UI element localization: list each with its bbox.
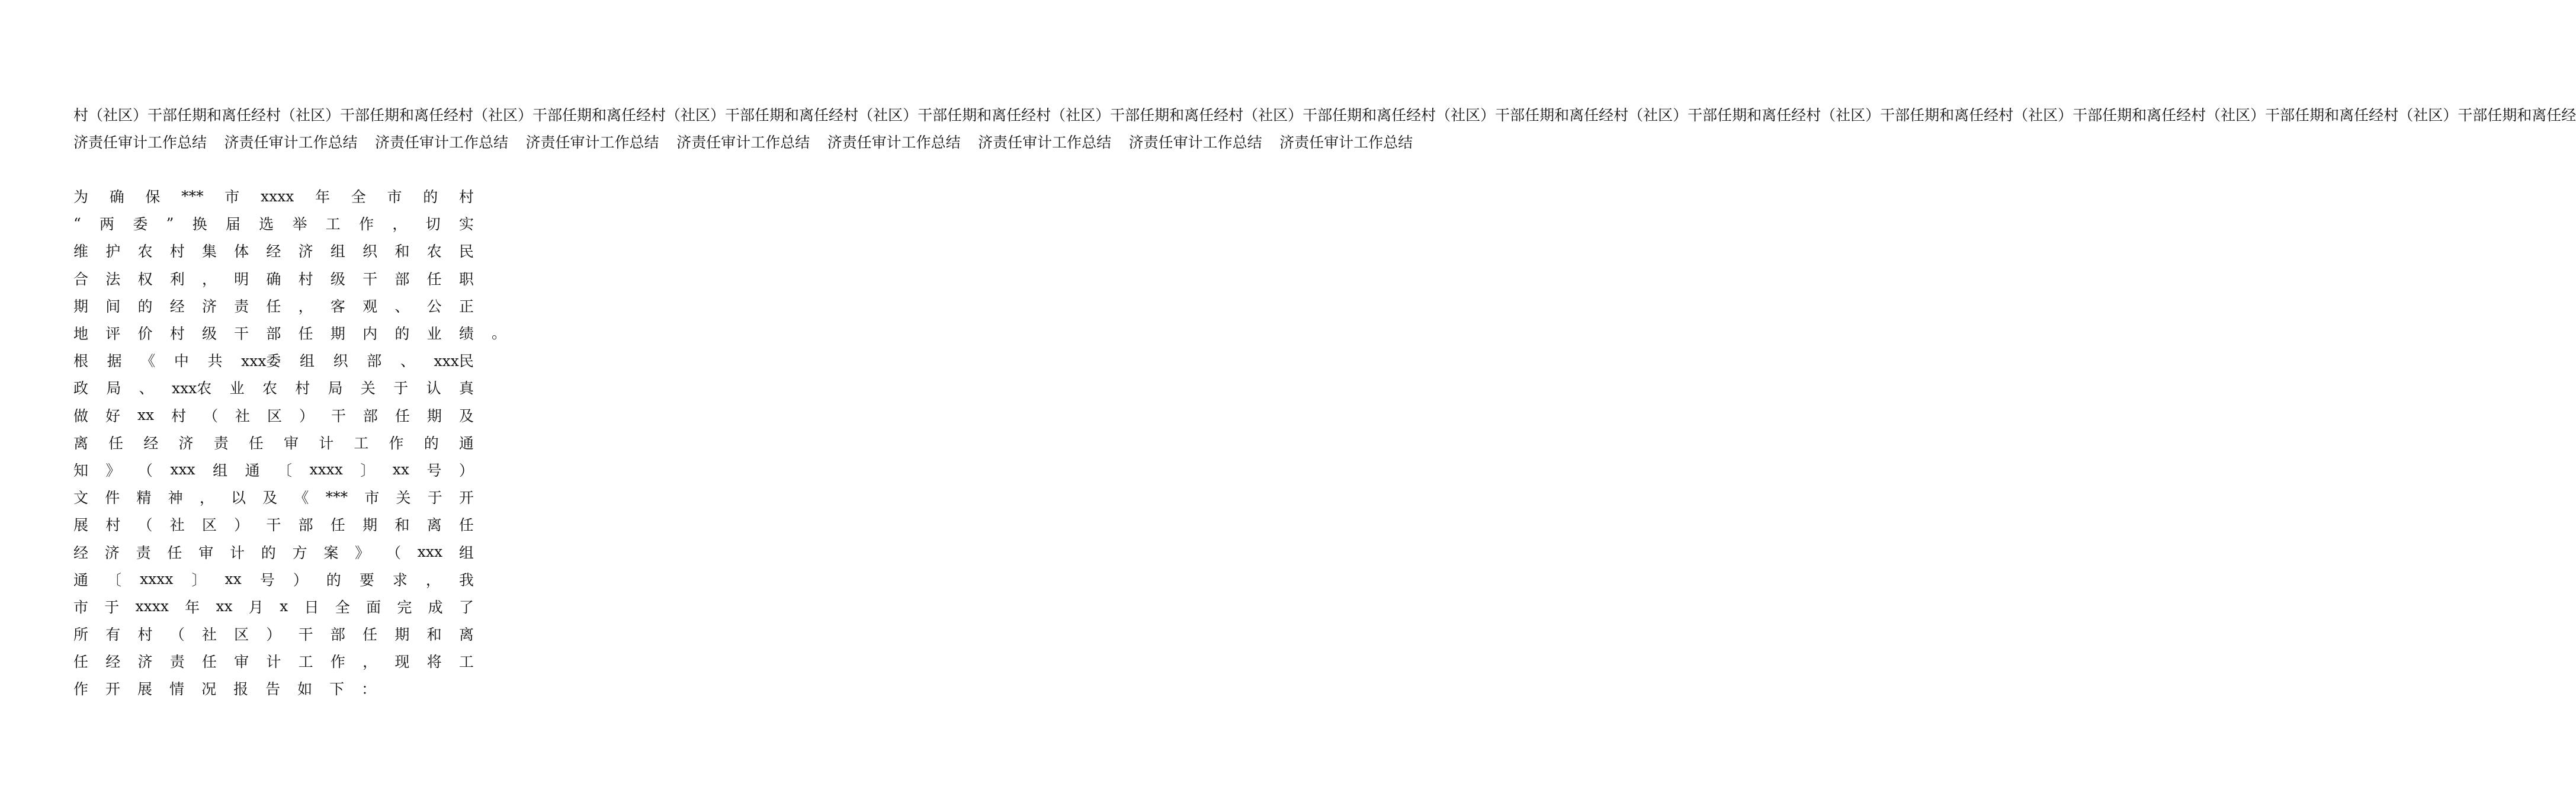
body-token: 真: [458, 380, 474, 397]
body-token: 济: [201, 297, 217, 315]
body-token: 计: [266, 653, 281, 671]
body-token: 〔: [277, 461, 293, 479]
title-char: 村（社区）干部任期和离任经: [1228, 107, 1422, 124]
title-char: 村（社区）干部任期和离任经: [458, 107, 652, 124]
body-token: 护: [105, 243, 121, 261]
body-token: 于: [104, 598, 120, 616]
body-token: 完: [397, 598, 412, 616]
body-token: xx: [392, 461, 409, 479]
body-token: 届: [225, 216, 240, 233]
body-token: 确: [266, 270, 281, 288]
body-line: [73, 402, 474, 429]
body-token: 经: [105, 653, 121, 671]
body-token: xxxx: [309, 461, 343, 479]
body-token: 为: [73, 188, 89, 206]
body-token: ，: [392, 216, 408, 233]
body-line: [73, 210, 474, 237]
title-line: [73, 128, 1413, 155]
body-token: 业: [426, 325, 442, 343]
body-token: 部: [266, 325, 281, 343]
body-token: 展: [73, 516, 89, 534]
body-token: 通: [245, 461, 260, 479]
body-token: 》: [355, 544, 370, 561]
title-char: 村（社区）干部任期和离任经: [266, 107, 459, 124]
body-line: [73, 566, 474, 593]
body-token: 工: [298, 653, 313, 671]
body-token: 精: [136, 489, 152, 507]
body-token: 报: [233, 681, 249, 698]
title-char: 济责任审计工作总结: [525, 134, 659, 152]
body-token: （: [137, 516, 153, 534]
body-token: 任: [167, 544, 182, 561]
body-token: ***: [181, 187, 204, 205]
body-token: ，: [425, 571, 441, 589]
title-char: 村（社区）干部任期和离任经: [73, 107, 267, 124]
body-token: 神: [168, 489, 183, 507]
body-line: [73, 511, 474, 538]
body-token: 成: [428, 598, 443, 616]
body-token: 组: [330, 243, 345, 261]
body-token: 社: [235, 407, 251, 425]
body-token: 及: [262, 489, 278, 507]
body-token: ）: [293, 571, 308, 589]
body-line: [73, 593, 474, 620]
body-token: 评: [105, 325, 121, 343]
body-token: xxx委: [241, 352, 281, 370]
body-token: 认: [426, 380, 441, 397]
body-token: 的: [261, 544, 276, 561]
body-token: 干: [331, 407, 346, 425]
body-token: 民: [458, 243, 474, 261]
body-token: 〔: [107, 571, 122, 589]
body-token: 的: [423, 188, 438, 206]
body-token: 离: [73, 434, 89, 452]
body-token: 期: [330, 325, 345, 343]
body-token: 开: [105, 681, 121, 698]
body-token: xxxx: [261, 187, 294, 205]
body-token: 村: [458, 188, 474, 206]
body-token: ）: [234, 516, 249, 534]
body-token: ，: [199, 489, 214, 507]
body-token: ）: [299, 407, 314, 425]
document-title: [73, 101, 2576, 155]
body-token: xxx: [170, 461, 195, 479]
body-token: 合: [73, 270, 89, 288]
body-token: （: [137, 461, 153, 479]
body-token: “: [73, 214, 81, 232]
body-token: 经: [73, 544, 89, 561]
body-line: [73, 374, 474, 401]
body-token: 任: [266, 297, 281, 315]
body-token: 业: [229, 380, 245, 397]
body-token: 作: [389, 434, 404, 452]
body-token: 织: [362, 243, 378, 261]
body-token: 情: [169, 681, 185, 698]
body-line: [73, 429, 474, 456]
body-token: 下: [329, 681, 345, 698]
body-token: 日: [304, 598, 319, 616]
body-token: 工: [458, 653, 474, 671]
body-token: 了: [458, 598, 474, 616]
body-token: 月: [248, 598, 264, 616]
title-char: 村（社区）干部任期和离任经: [843, 107, 1037, 124]
body-token: 和: [426, 626, 442, 644]
title-char: 济责任审计工作总结: [224, 134, 358, 152]
trailing-period: 。: [492, 325, 507, 342]
body-token: 村: [169, 325, 185, 343]
title-char: 村（社区）干部任期和离任经: [2191, 107, 2384, 124]
body-token: 任: [330, 516, 345, 534]
body-token: 任: [108, 434, 124, 452]
body-line: [73, 456, 474, 483]
body-token: ，: [201, 270, 217, 288]
body-token: 职: [458, 270, 474, 288]
body-token: 利: [169, 270, 185, 288]
body-token: 如: [297, 681, 313, 698]
body-token: 间: [105, 297, 121, 315]
body-token: 关: [360, 380, 376, 397]
body-token: 内: [362, 325, 378, 343]
title-line: [73, 101, 2576, 128]
body-token: 任: [394, 407, 410, 425]
body-token: 地: [73, 325, 89, 343]
body-token: 观: [362, 297, 378, 315]
body-token: 共: [207, 352, 223, 370]
body-token: xx: [216, 598, 233, 615]
body-token: xx: [224, 570, 242, 588]
body-token: 级: [201, 325, 217, 343]
body-token: 明: [234, 270, 249, 288]
body-token: 保: [145, 188, 161, 206]
body-token: xxxx: [140, 570, 174, 588]
title-char: 村（社区）干部任期和离任经: [1613, 107, 1807, 124]
body-token: 部: [298, 516, 313, 534]
body-token: ***: [325, 488, 348, 506]
body-token: 通: [458, 434, 474, 452]
body-line: [73, 319, 474, 346]
body-token: 干: [298, 626, 313, 644]
body-token: 、: [400, 352, 415, 370]
body-token: 作: [73, 681, 89, 698]
body-token: 所: [73, 626, 89, 644]
body-token: 局: [328, 380, 343, 397]
body-token: 有: [105, 626, 121, 644]
body-token: 的: [326, 571, 341, 589]
body-token: 市: [387, 188, 402, 206]
body-token: 村: [298, 270, 313, 288]
body-token: 举: [292, 216, 307, 233]
body-token: 正: [458, 297, 474, 315]
body-token: 社: [201, 626, 217, 644]
body-token: 于: [427, 489, 442, 507]
body-line: [73, 620, 474, 647]
body-token: 客: [330, 297, 345, 315]
title-char: 济责任审计工作总结: [827, 134, 961, 152]
body-token: 计: [319, 434, 334, 452]
body-line: [73, 647, 474, 675]
body-token: xxx: [417, 543, 443, 561]
title-char: 村（社区）干部任期和离任经: [1421, 107, 1614, 124]
body-token: 村: [137, 626, 153, 644]
body-token: 级: [330, 270, 345, 288]
body-token: 任: [458, 516, 474, 534]
body-token: 任: [248, 434, 264, 452]
body-token: 组: [213, 461, 228, 479]
body-token: 两: [100, 216, 115, 233]
body-line: [73, 538, 474, 565]
body-token: ”: [166, 214, 174, 232]
body-token: 况: [201, 681, 217, 698]
body-token: 体: [234, 243, 249, 261]
body-token: 经: [266, 243, 281, 261]
body-token: 文: [73, 489, 89, 507]
body-token: 维: [73, 243, 89, 261]
body-token: 要: [359, 571, 374, 589]
body-token: 织: [333, 352, 348, 370]
body-token: 期: [426, 407, 442, 425]
body-token: 求: [392, 571, 408, 589]
body-token: 任: [73, 653, 89, 671]
body-token: 社: [169, 516, 185, 534]
body-token: 于: [393, 380, 409, 397]
body-token: xxx民: [434, 352, 474, 370]
body-token: 》: [105, 461, 121, 479]
body-token: ，: [298, 297, 313, 315]
body-token: 号: [259, 571, 275, 589]
body-token: 干: [234, 325, 249, 343]
body-token: 通: [73, 571, 89, 589]
body-token: 好: [105, 407, 120, 425]
title-char: 济责任审计工作总结: [73, 134, 207, 152]
title-char: 济责任审计工作总结: [676, 134, 810, 152]
body-token: 作: [330, 653, 345, 671]
body-token: 区: [201, 516, 217, 534]
body-token: 村: [171, 407, 187, 425]
body-token: 我: [458, 571, 474, 589]
body-token: 、: [394, 297, 410, 315]
body-token: 实: [458, 216, 474, 233]
body-token: 市: [364, 489, 380, 507]
body-token: 济: [178, 434, 194, 452]
body-token: 面: [366, 598, 381, 616]
body-token: 责: [169, 653, 185, 671]
body-token: 济: [298, 243, 313, 261]
body-token: 知: [73, 461, 89, 479]
body-token: ，: [362, 653, 378, 671]
body-token: 据: [107, 352, 122, 370]
body-token: 集: [201, 243, 217, 261]
body-token: ）: [266, 626, 281, 644]
body-token: 审: [284, 434, 299, 452]
body-token: 期: [73, 297, 89, 315]
body-token: 任: [201, 653, 217, 671]
body-token: 组: [458, 544, 474, 561]
body-token: 农: [137, 243, 153, 261]
body-token: 价: [137, 325, 153, 343]
body-token: 案: [323, 544, 339, 561]
body-token: 年: [315, 188, 331, 206]
body-token: 公: [426, 297, 442, 315]
body-token: 、: [139, 380, 154, 397]
body-token: 告: [265, 681, 281, 698]
body-token: 绩: [458, 325, 474, 343]
body-token: 政: [73, 380, 89, 397]
body-token: 离: [458, 626, 474, 644]
body-token: 离: [426, 516, 442, 534]
body-token: 经: [143, 434, 159, 452]
body-token: 济: [104, 544, 120, 561]
body-token: 关: [396, 489, 411, 507]
body-token: 责: [234, 297, 249, 315]
body-token: 〕: [360, 461, 376, 479]
body-token: 计: [229, 544, 245, 561]
body-token: 责: [136, 544, 151, 561]
body-token: 村: [169, 243, 185, 261]
title-char: 村（社区）干部任期和离任经: [651, 107, 844, 124]
body-token: 经: [169, 297, 185, 315]
body-token: ）: [458, 461, 474, 479]
body-token: 切: [425, 216, 441, 233]
body-token: 市: [224, 188, 240, 206]
body-token: 全: [335, 598, 350, 616]
title-char: 村（社区）干部任期和离任经: [2383, 107, 2576, 124]
body-token: 任: [426, 270, 442, 288]
body-token: 现: [394, 653, 410, 671]
document-body: [73, 182, 474, 702]
body-token: 局: [106, 380, 121, 397]
body-token: 《: [140, 352, 156, 370]
body-token: 做: [73, 407, 89, 425]
title-char: 济责任审计工作总结: [375, 134, 509, 152]
body-token: 责: [213, 434, 229, 452]
body-line: [73, 292, 474, 319]
body-token: 方: [292, 544, 307, 561]
body-line: [73, 265, 474, 292]
body-token: 部: [330, 626, 345, 644]
body-token: 全: [351, 188, 366, 206]
body-token: 工: [354, 434, 369, 452]
body-token: 开: [458, 489, 474, 507]
body-token: 作: [359, 216, 374, 233]
body-token: 济: [137, 653, 153, 671]
body-token: 部: [362, 407, 378, 425]
title-char: 村（社区）干部任期和离任经: [1036, 107, 1229, 124]
body-token: 任: [298, 325, 313, 343]
body-token: 期: [362, 516, 378, 534]
body-token: 的: [137, 297, 153, 315]
body-token: 法: [105, 270, 121, 288]
body-token: 组: [300, 352, 315, 370]
body-token: （: [169, 626, 185, 644]
body-line: [73, 182, 474, 210]
body-token: 委: [133, 216, 148, 233]
body-token: xxx农: [171, 380, 212, 397]
body-token: 及: [458, 407, 474, 425]
title-char: 村（社区）干部任期和离任经: [1806, 107, 1999, 124]
body-token: 审: [234, 653, 249, 671]
body-token: 农: [262, 380, 277, 397]
body-token: 的: [424, 434, 439, 452]
body-line: [73, 483, 474, 511]
body-token: ：: [361, 681, 377, 698]
body-token: 农: [426, 243, 442, 261]
body-token: 和: [394, 516, 410, 534]
body-token: 期: [394, 626, 410, 644]
body-token: 展: [137, 681, 153, 698]
body-token: 的: [394, 325, 410, 343]
body-token: 以: [231, 489, 246, 507]
body-token: 《: [294, 489, 309, 507]
body-token: 村: [105, 516, 121, 534]
body-token: 〕: [191, 571, 207, 589]
body-token: x: [280, 598, 288, 615]
body-token: （: [386, 544, 401, 561]
body-token: 件: [105, 489, 120, 507]
body-token: 工: [325, 216, 341, 233]
body-token: （: [203, 407, 219, 425]
body-token: 干: [266, 516, 281, 534]
title-char: 济责任审计工作总结: [978, 134, 1112, 152]
body-token: 和: [394, 243, 410, 261]
body-line: [73, 675, 474, 702]
title-char: 济责任审计工作总结: [1279, 134, 1413, 152]
body-token: 号: [426, 461, 442, 479]
body-token: 区: [267, 407, 283, 425]
body-line: [73, 237, 474, 264]
body-token: 根: [73, 352, 89, 370]
title-char: 村（社区）干部任期和离任经: [1998, 107, 2192, 124]
body-token: 将: [426, 653, 442, 671]
body-token: 部: [367, 352, 382, 370]
body-token: 确: [109, 188, 124, 206]
body-token: xx: [137, 406, 155, 424]
body-token: 换: [192, 216, 207, 233]
body-token: 干: [362, 270, 378, 288]
body-token: 权: [137, 270, 153, 288]
body-token: xxxx: [135, 598, 169, 615]
body-token: 选: [259, 216, 274, 233]
body-token: 区: [234, 626, 249, 644]
title-char: 济责任审计工作总结: [1128, 134, 1262, 152]
body-token: 部: [394, 270, 410, 288]
body-token: 年: [185, 598, 200, 616]
body-token: 中: [174, 352, 189, 370]
body-token: 任: [362, 626, 378, 644]
body-line: [73, 346, 474, 374]
body-token: 村: [295, 380, 310, 397]
body-token: 审: [198, 544, 214, 561]
body-token: 市: [73, 598, 89, 616]
